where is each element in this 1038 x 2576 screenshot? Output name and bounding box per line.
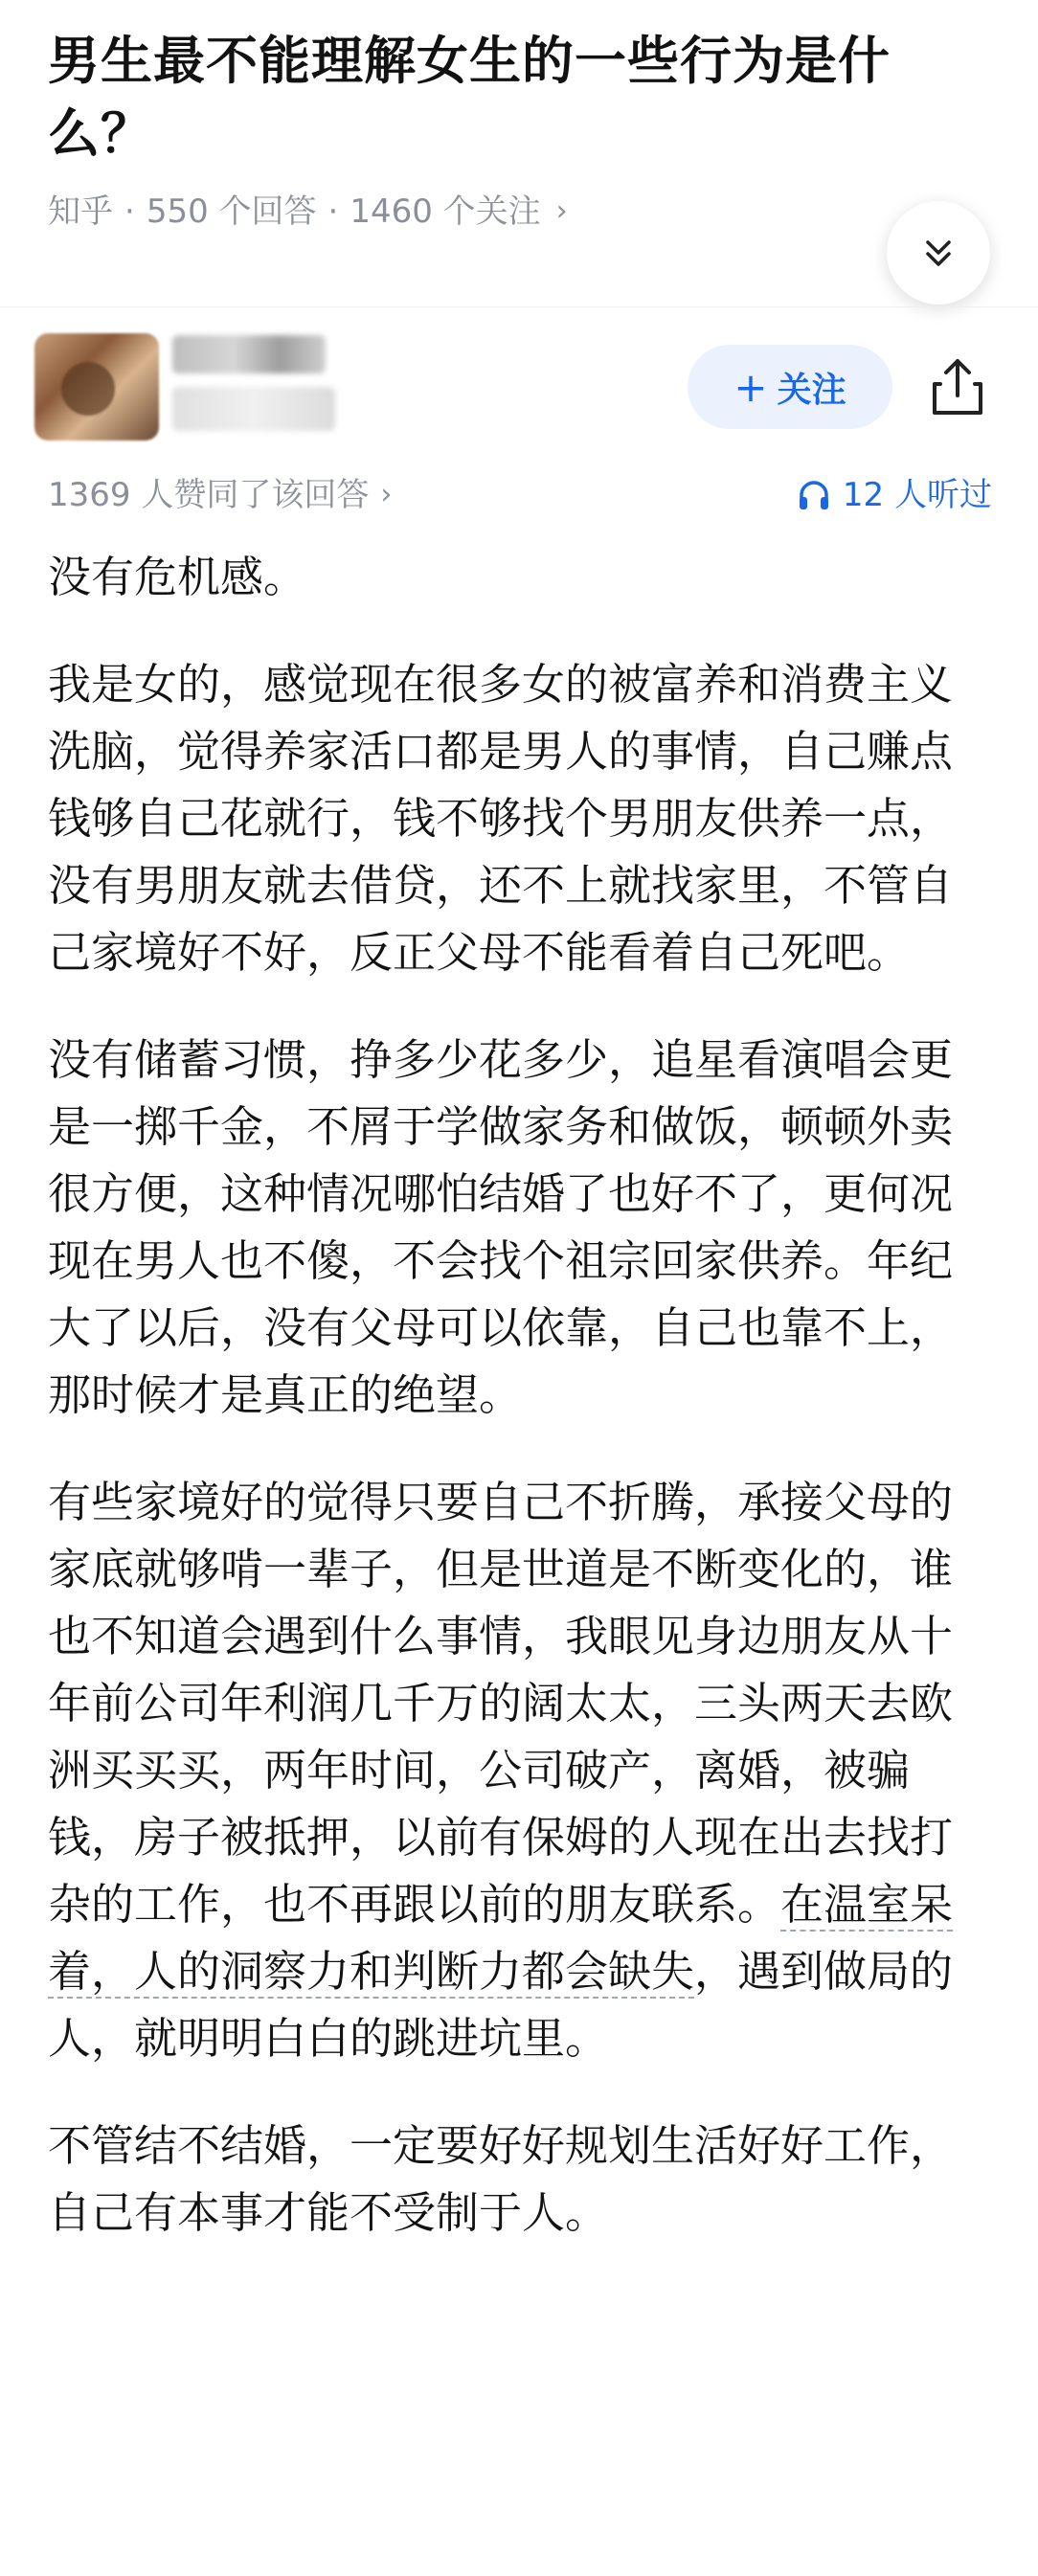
answer-paragraph: 不管结不结婚，一定要好好规划生活好好工作，自己有本事才能不受制于人。 — [48, 2120, 954, 2238]
question-title[interactable]: 男生最不能理解女生的一些行为是什么？ — [48, 31, 891, 164]
double-chevron-down-icon — [919, 234, 958, 272]
listener-count: 12 人听过 — [842, 476, 992, 514]
answer-text: 有些家境好的觉得只要自己不折腾，承接父母的家底就够啃一辈子，但是世道是不断变化的，谁也不知道会遇到什么事情，我眼见身边朋友从十年前公司年利润几千万的阔太太，三头两天去欧洲买买买，两年时间，公司破产，离婚，被骗钱，房子被抵押，以前有保姆的人现在出去找打杂的工作，也不再跟以前的朋友联系。 — [48, 1477, 954, 1930]
meta-separator: · — [124, 192, 135, 231]
answer-text: ，遇到做局的人，就明明白白的跳进坑里。 — [48, 1946, 954, 2064]
answer-body — [48, 544, 990, 2247]
chevron-right-icon: › — [380, 478, 393, 511]
answer-count: 550 个回答 — [146, 192, 317, 231]
share-button[interactable] — [919, 349, 996, 425]
author-avatar[interactable] — [34, 333, 159, 441]
collapse-button[interactable] — [887, 201, 990, 305]
upvote-stat[interactable] — [48, 471, 392, 519]
follow-label: 关注 — [777, 370, 846, 410]
source-label: 知乎 — [48, 192, 113, 231]
answer-paragraph: 我是女的，感觉现在很多女的被富养和消费主义洗脑，觉得养家活口都是男人的事情，自己赚点钱够自己花就行，钱不够找个男朋友供养一点，没有男朋友就去借贷，还不上就找家里，不管自己家境好不好，反正父母不能看着自己死吧。 — [48, 659, 954, 978]
answer-paragraph — [48, 1469, 990, 2072]
upvote-count: 1369 人赞同了该回答 — [48, 476, 370, 514]
header-divider — [0, 306, 1038, 307]
meta-separator: · — [327, 192, 339, 231]
listen-stat[interactable] — [797, 471, 992, 519]
follower-count: 1460 个关注 — [350, 192, 541, 231]
author-bio — [172, 387, 335, 431]
question-meta[interactable] — [48, 188, 568, 236]
answer-paragraph: 没有危机感。 — [48, 552, 307, 602]
chevron-right-icon: › — [555, 194, 568, 228]
answer-paragraph: 没有储蓄习惯，挣多少花多少，追星看演唱会更是一掷千金，不屑于学做家务和做饭，顿顿外卖很方便，这种情况哪怕结婚了也好不了，更何况现在男人也不傻，不会找个祖宗回家供养。年纪大了以后，没有父母可以依靠，自己也靠不上，那时候才是真正的绝望。 — [48, 1034, 954, 1420]
plus-icon: + — [733, 363, 768, 411]
author-name[interactable] — [172, 335, 326, 373]
share-icon — [929, 355, 986, 418]
follow-button[interactable] — [688, 345, 892, 429]
headphones-icon — [797, 478, 831, 512]
search-highlight-link[interactable]: 在温室呆着，人的洞察力和判断力都会缺失 — [48, 1879, 954, 1997]
